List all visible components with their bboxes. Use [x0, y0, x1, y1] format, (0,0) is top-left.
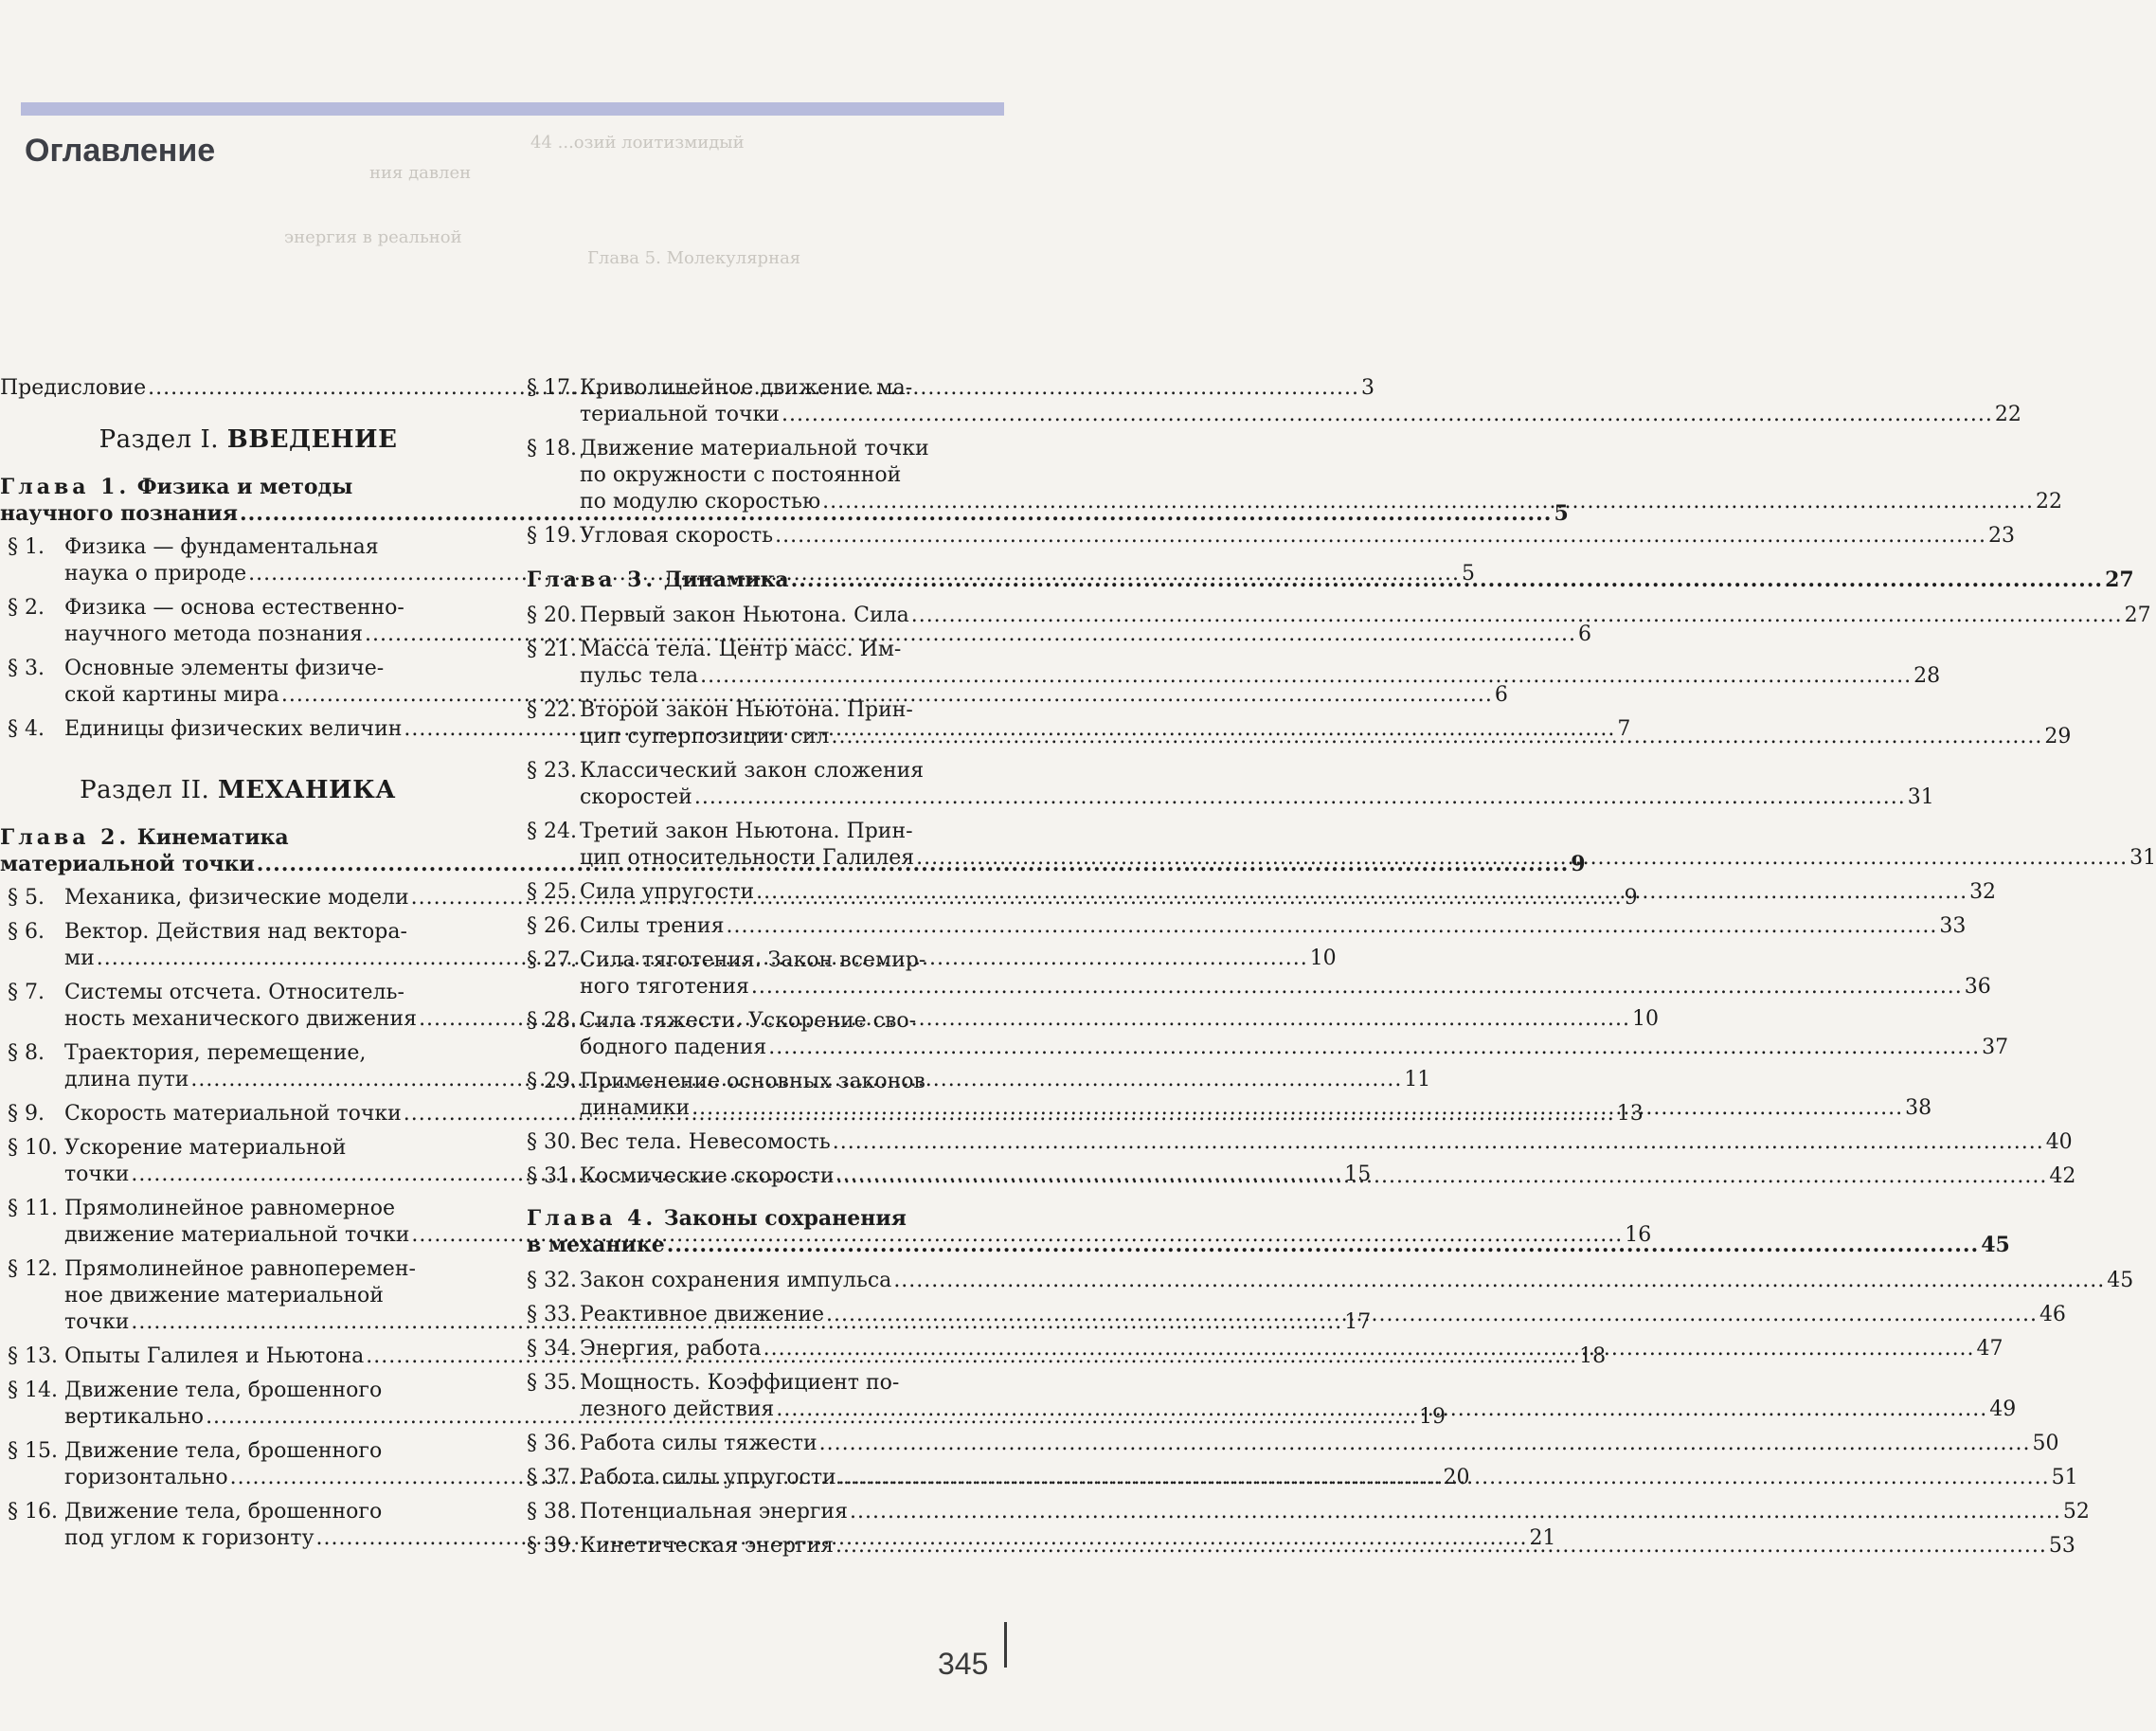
entry-number: § 29. [527, 1070, 577, 1093]
entry-page: 15 [1344, 1163, 1372, 1186]
entry-number: § 28. [527, 1009, 577, 1033]
entry-number: § 27. [527, 948, 577, 972]
entry-body [580, 1302, 2066, 1328]
entry-body [580, 603, 2151, 629]
entry-text: цип относительности Галилея [580, 846, 915, 870]
entry-number: § 12. [8, 1257, 58, 1281]
entry-last-line [580, 1302, 2066, 1328]
section-name: ВВЕДЕНИЕ [226, 425, 398, 454]
entry-number: § 15. [8, 1439, 58, 1463]
entry-number: § 33. [527, 1303, 577, 1326]
entry-text: лезного действия [580, 1397, 775, 1421]
entry-text: Сила тяжести. Ускорение сво- [580, 1009, 917, 1033]
bleed-through: энергия в реальной [284, 227, 462, 247]
toc-entry[interactable] [527, 1431, 2059, 1457]
entry-page: 27 [2105, 568, 2134, 592]
entry-page: 5 [1554, 501, 1569, 526]
entry-body [580, 637, 1940, 690]
entry-body [580, 1069, 1931, 1122]
chapter-prefix: Глава 3. [527, 568, 657, 592]
entry-text: цип суперпозиции сил [580, 725, 830, 748]
chapter-2-continued-list [527, 375, 2063, 550]
entry-body [580, 436, 2062, 515]
entry-number: § 30. [527, 1130, 577, 1154]
toc-chapter[interactable] [527, 567, 2134, 593]
entry-text: Закон сохранения импульса [580, 1269, 892, 1292]
entry-text: длина пути [64, 1068, 189, 1091]
chapter-prefix: Глава 1. [0, 475, 131, 499]
entry-text: Потенциальная энергия [580, 1500, 848, 1524]
entry-text: Движение материальной точки [580, 437, 929, 460]
entry-last-line [580, 974, 1991, 1001]
entry-text: Траектория, перемещение, [64, 1041, 367, 1065]
chapter-line: Динамика [663, 568, 789, 592]
entry-page: 13 [1616, 1102, 1644, 1126]
entry-body [580, 758, 1934, 811]
leader-dots [835, 1163, 2047, 1190]
entry-last-line [580, 913, 1966, 940]
toc-entry[interactable] [527, 603, 2151, 629]
entry-text: Вес тела. Невесомость [580, 1130, 831, 1154]
entry-number: § 22. [527, 698, 577, 722]
entry-number: § 17. [527, 376, 577, 400]
section-heading [0, 426, 468, 453]
entry-text: пульс тела [580, 664, 699, 688]
entry-text: Работа силы тяжести [580, 1432, 817, 1455]
entry-text: Угловая скорость [580, 524, 774, 548]
entry-number: § 37. [527, 1466, 577, 1489]
entry-page: 23 [1988, 524, 2016, 548]
entry-text: Вектор. Действия над вектора- [64, 920, 407, 944]
entry-text: горизонтально [64, 1466, 228, 1489]
entry-text: Силы трения [580, 914, 725, 938]
entry-number: § 35. [527, 1371, 577, 1395]
entry-number: § 13. [8, 1344, 58, 1368]
entry-page: 20 [1443, 1466, 1470, 1489]
entry-text: ность механического движения [64, 1007, 418, 1031]
entry-page: 18 [1579, 1344, 1607, 1368]
entry-text: Движение тела, брошенного [64, 1500, 383, 1524]
chapter-line: Законы сохранения [663, 1206, 907, 1231]
entry-number: § 3. [8, 657, 45, 680]
entry-number: § 1. [8, 535, 45, 559]
entry-last-line [580, 1336, 2003, 1362]
entry-last-line [580, 1431, 2059, 1457]
entry-text: вертикально [64, 1405, 205, 1429]
toc-entry[interactable] [527, 1129, 2073, 1156]
toc-entry[interactable] [527, 879, 1997, 906]
entry-text: Движение тела, брошенного [64, 1379, 383, 1402]
leader-dots [692, 1095, 1903, 1122]
entry-text: Реактивное движение [580, 1303, 825, 1326]
leader-dots [776, 1397, 1987, 1423]
entry-text: Второй закон Ньютона. Прин- [580, 698, 913, 722]
section-name: МЕХАНИКА [218, 776, 396, 804]
entry-text: движение материальной точки [64, 1223, 410, 1247]
entry-page: 21 [1529, 1526, 1556, 1550]
entry-body [580, 913, 1966, 940]
entry-label: Предисловие [0, 376, 147, 400]
entry-text: Физика — основа естественно- [64, 596, 404, 620]
entry-text: Космические скорости [580, 1164, 835, 1188]
entry-page: 16 [1625, 1223, 1652, 1247]
entry-number: § 26. [527, 914, 577, 938]
entry-body [580, 697, 2071, 750]
entry-text: Движение тела, брошенного [64, 1439, 383, 1463]
entry-body [580, 1370, 2016, 1423]
entry-page: 29 [2044, 725, 2072, 748]
entry-body [580, 1431, 2059, 1457]
toc-entry[interactable] [527, 1499, 2090, 1525]
chapter-line: материальной точки [0, 852, 255, 876]
entry-number: § 25. [527, 880, 577, 904]
entry-page: 40 [2045, 1130, 2073, 1154]
entry-text: Классический закон сложения [580, 759, 925, 783]
page-title: Оглавление [25, 133, 216, 169]
folio-rule [1004, 1622, 1007, 1668]
header-rule [21, 102, 1004, 116]
entry-number: § 6. [8, 920, 45, 944]
entry-last-line [580, 1499, 2090, 1525]
entry-text: Механика, физические модели [64, 886, 409, 910]
entry-body [580, 1163, 2075, 1190]
leader-dots [819, 1431, 2031, 1457]
section-prefix: Раздел I. [99, 425, 219, 454]
leader-dots [764, 1336, 1975, 1362]
entry-text: по модулю скоростью [580, 490, 821, 514]
toc-entry[interactable] [527, 436, 2063, 515]
bleed-through: ния давлен [369, 163, 472, 183]
toc-entry[interactable] [527, 523, 2016, 550]
entry-number: § 20. [527, 604, 577, 627]
entry-body [580, 1336, 2003, 1362]
page-number: 345 [938, 1647, 989, 1681]
toc-entry[interactable] [527, 697, 2072, 750]
entry-text: Прямолинейное равноперемен- [64, 1257, 416, 1281]
entry-text: Опыты Галилея и Ньютона [64, 1344, 365, 1368]
entry-text: Мощность. Коэффициент по- [580, 1371, 900, 1395]
entry-last-line [580, 663, 1940, 690]
entry-number: § 5. [8, 886, 45, 910]
entry-page: 11 [1404, 1068, 1431, 1091]
entry-text: Работа силы упругости [580, 1466, 836, 1489]
entry-last-line [580, 402, 2021, 428]
entry-page: 31 [1907, 785, 1934, 809]
leader-dots [667, 1232, 1979, 1258]
entry-body [580, 1008, 2008, 1061]
entry-body [580, 1499, 2090, 1525]
entry-body [580, 1129, 2073, 1156]
chapter-prefix: Глава 4. [527, 1206, 657, 1231]
entry-text: точки [64, 1310, 130, 1334]
entry-page: 6 [1494, 683, 1508, 707]
entry-page: 28 [1913, 664, 1941, 688]
entry-page: 37 [1982, 1036, 2009, 1059]
section-heading [0, 777, 468, 803]
entry-text: ской картины мира [64, 683, 279, 707]
entry-number: § 32. [527, 1269, 577, 1292]
entry-text: Криволинейное движение ма- [580, 376, 913, 400]
entry-text: Прямолинейное равномерное [64, 1197, 396, 1220]
entry-text: Ускорение материальной [64, 1136, 347, 1160]
leader-dots [756, 879, 1967, 906]
leader-dots [911, 603, 2123, 629]
leader-dots [791, 567, 2103, 593]
entry-text: под углом к горизонту [64, 1526, 314, 1550]
entry-page: 42 [2049, 1164, 2076, 1188]
entry-text: ное движение материальной [64, 1284, 384, 1307]
entry-page: 17 [1344, 1310, 1372, 1334]
entry-body [580, 1465, 2078, 1491]
entry-page: 3 [1361, 376, 1375, 400]
entry-page: 9 [1571, 852, 1586, 876]
entry-number: § 34. [527, 1337, 577, 1361]
entry-number: § 38. [527, 1500, 577, 1524]
chapter-line: в механике [527, 1233, 665, 1257]
entry-number: § 23. [527, 759, 577, 783]
entry-number: § 4. [8, 717, 45, 741]
entry-text: наука о природе [64, 562, 247, 586]
leader-dots [822, 489, 2034, 515]
entry-number: § 2. [8, 596, 45, 620]
entry-text: Сила упругости [580, 880, 755, 904]
leader-dots [893, 1268, 2105, 1294]
entry-page: 36 [1964, 975, 1991, 999]
toc-entry[interactable] [527, 913, 1967, 940]
leader-dots [835, 1533, 2047, 1560]
entry-number: § 31. [527, 1164, 577, 1188]
entry-page: 32 [1969, 880, 1997, 904]
entry-body [580, 375, 2021, 428]
entry-number: § 7. [8, 981, 45, 1004]
toc-entry[interactable] [527, 375, 2021, 428]
chapter-line: Кинематика [136, 825, 289, 850]
entry-text: динамики [580, 1096, 691, 1120]
entry-page: 9 [1624, 886, 1638, 910]
entry-last-line [580, 1268, 2133, 1294]
entry-number: § 16. [8, 1500, 58, 1524]
entry-last-line [580, 603, 2151, 629]
entry-page: 53 [2048, 1534, 2075, 1558]
entry-text: научного метода познания [64, 622, 364, 646]
entry-last-line [580, 1035, 2008, 1061]
leader-dots [782, 402, 1993, 428]
leader-dots [751, 974, 1963, 1001]
entry-last-line [580, 1163, 2075, 1190]
entry-last-line [580, 1465, 2078, 1491]
entry-page: 52 [2062, 1500, 2090, 1524]
entry-number: § 9. [8, 1102, 45, 1126]
leader-dots [916, 845, 2128, 872]
entry-number: § 18. [527, 437, 577, 460]
entry-number: § 10. [8, 1136, 58, 1160]
entry-body [580, 1533, 2075, 1560]
leader-dots [833, 1129, 2044, 1156]
entry-text: точки [64, 1163, 130, 1186]
entry-number: § 39. [527, 1534, 577, 1558]
toc-entry[interactable] [527, 1268, 2134, 1294]
entry-number: § 24. [527, 820, 577, 843]
chapter-prefix: Глава 2. [0, 825, 131, 850]
section-prefix: Раздел II. [80, 776, 210, 804]
entry-number: § 8. [8, 1041, 45, 1065]
entry-text: териальной точки [580, 403, 780, 426]
entry-page: 31 [2129, 846, 2156, 870]
entry-page: 51 [2051, 1466, 2078, 1489]
entry-text: Скорость материальной точки [64, 1102, 402, 1126]
entry-last-line [580, 784, 1934, 811]
entry-page: 38 [1905, 1096, 1932, 1120]
entry-page: 7 [1617, 717, 1631, 741]
entry-last-line [580, 1095, 1931, 1122]
entry-body [580, 819, 2156, 872]
leader-dots [832, 724, 2043, 750]
toc-entry[interactable] [527, 637, 1941, 690]
leader-dots [850, 1499, 2061, 1525]
entry-number: § 11. [8, 1197, 58, 1220]
entry-text: ного тяготения [580, 975, 749, 999]
entry-text: по окружности с постоянной [580, 463, 902, 487]
entry-page: 33 [1939, 914, 1967, 938]
entry-text: бодного падения [580, 1036, 767, 1059]
entry-text: Третий закон Ньютона. Прин- [580, 820, 913, 843]
entry-text: Применение основных законов [580, 1070, 925, 1093]
entry-text: Первый закон Ньютона. Сила [580, 604, 909, 627]
entry-page: 19 [1418, 1405, 1446, 1429]
entry-page: 6 [1577, 622, 1591, 646]
leader-dots [826, 1302, 2038, 1328]
entry-last-line [580, 523, 2015, 550]
entry-page: 47 [1976, 1337, 2003, 1361]
chapter-line: Физика и методы [136, 475, 353, 499]
entry-text: Энергия, работа [580, 1337, 762, 1361]
entry-last-line [580, 879, 1996, 906]
entry-last-line [580, 1397, 2016, 1423]
toc-entry[interactable] [527, 819, 2156, 872]
leader-dots [700, 663, 1912, 690]
chapter-line: научного познания [0, 501, 238, 526]
entry-last-line [580, 1533, 2075, 1560]
toc-entry[interactable] [527, 758, 1934, 811]
entry-page: 45 [2107, 1269, 2134, 1292]
entry-page: 50 [2032, 1432, 2059, 1455]
entry-page: 27 [2124, 604, 2151, 627]
entry-text: Масса тела. Центр масс. Им- [580, 638, 902, 661]
entry-last-line [580, 724, 2071, 750]
leader-dots [838, 1465, 2050, 1491]
entry-text: Кинетическая энергия [580, 1534, 834, 1558]
entry-page: 5 [1462, 562, 1476, 586]
entry-page: 22 [2036, 490, 2063, 514]
entry-last-line [580, 489, 2062, 515]
entry-text: Системы отсчета. Относитель- [64, 981, 404, 1004]
entry-text: Единицы физических величин [64, 717, 403, 741]
entry-text: скоростей [580, 785, 692, 809]
entry-text: ми [64, 947, 95, 970]
entry-last-line [580, 845, 2156, 872]
leader-dots [775, 523, 1986, 550]
entry-body [580, 523, 2015, 550]
entry-page: 45 [1981, 1233, 2010, 1257]
leader-dots [694, 784, 1906, 811]
entry-last-line [580, 1129, 2073, 1156]
entry-number: § 21. [527, 638, 577, 661]
entry-page: 49 [1989, 1397, 2017, 1421]
entry-body [580, 1268, 2133, 1294]
leader-dots [768, 1035, 1980, 1061]
entry-page: 10 [1309, 947, 1337, 970]
leader-dots [726, 913, 1937, 940]
entry-body [580, 947, 1991, 1001]
bleed-through: Глава 5. Молекулярная [587, 248, 801, 268]
bleed-through: 44 ...озий лоитизмидый [530, 133, 745, 153]
entry-body [580, 879, 1996, 906]
entry-page: 46 [2039, 1303, 2066, 1326]
entry-number: § 14. [8, 1379, 58, 1402]
entry-text: Физика — фундаментальная [64, 535, 379, 559]
entry-text: Сила тяготения. Закон всемир- [580, 948, 926, 972]
entry-page: 10 [1631, 1007, 1659, 1031]
entry-text: Основные элементы физиче- [64, 657, 385, 680]
entry-page: 22 [1994, 403, 2021, 426]
entry-number: § 36. [527, 1432, 577, 1455]
entry-number: § 19. [527, 524, 577, 548]
